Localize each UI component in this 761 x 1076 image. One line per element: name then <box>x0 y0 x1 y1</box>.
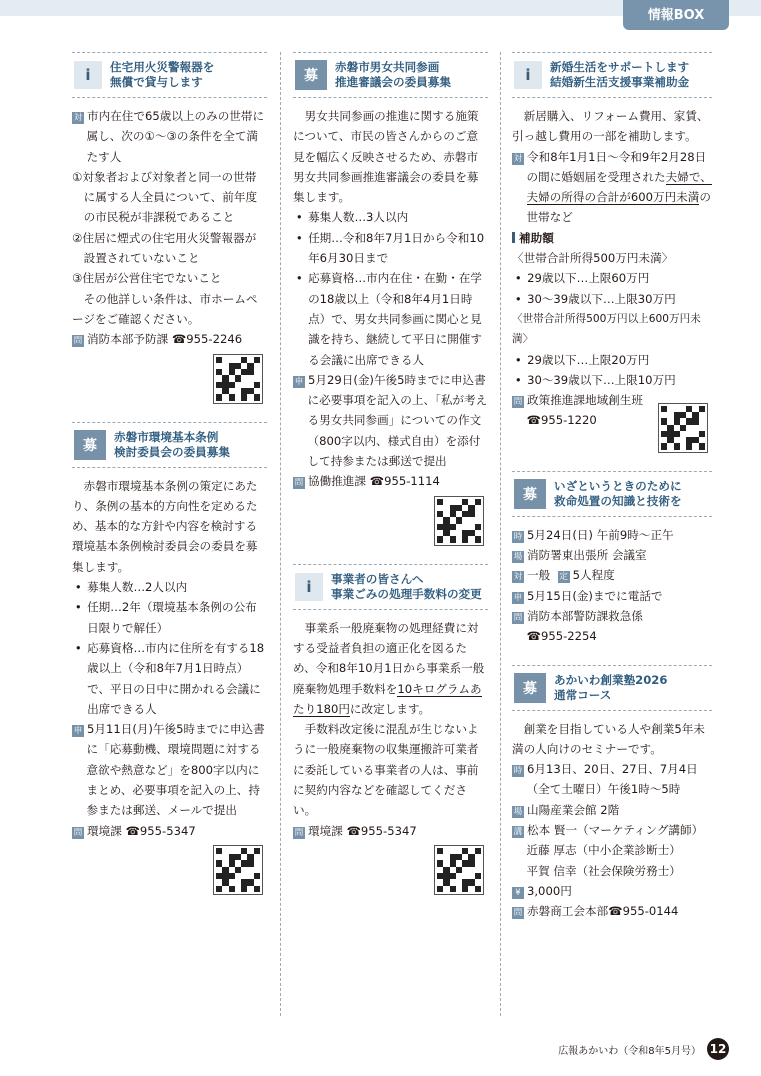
bullet-item: • 任期…令和8年7月1日から令和10年6月30日まで <box>293 228 488 269</box>
contact-line: 問 環境課 ☎955-5347 <box>73 823 196 838</box>
column-1 <box>72 52 267 895</box>
date-tag-icon: 時 <box>513 766 523 777</box>
article-intro: 男女共同参画の推進に関する施策について、市民の皆さんからのご意見を幅広く反映させるため、赤磐市男女共同参画推進審議会の委員を募集します。 <box>293 109 479 205</box>
capacity-tag-icon: 定 <box>559 572 568 583</box>
article-header <box>512 665 712 711</box>
publication-name: 広報あかいわ（令和8年5月号） <box>558 1045 701 1057</box>
bullet-item: • 募集人数…2人以内 <box>72 577 267 597</box>
article-intro: 赤磐市環境基本条例の策定にあたり、条例の基本的方向性を定めるため、基本的な方針や内容を検討する環境基本条例検討委員会の委員を募集します。 <box>72 478 258 574</box>
qr-code-icon <box>213 845 263 895</box>
lecturer-line: 講 松本 賢一（マーケティング講師） 近藤 厚志（中小企業診断士） 平賀 信幸（社会保険労務士） <box>513 823 704 878</box>
article-title: 事業者の皆さんへ 事業ごみの処理手数料の変更 <box>331 571 482 601</box>
bullet-item: • 29歳以下…上限60万円 <box>512 268 712 288</box>
section-tab: 情報BOX <box>623 0 729 30</box>
page-footer <box>558 1038 729 1060</box>
contact-line: 問 赤磐商工会本部☎955-0144 <box>513 904 679 919</box>
target-tag-icon: 対 <box>73 113 83 123</box>
phone-number: ☎955-2246 <box>171 332 243 347</box>
bullet-item: • 任期…2年（環境基本条例の公布日限りで解任） <box>72 597 267 638</box>
place-line: 場 山陽産業会館 2階 <box>513 802 620 817</box>
place-tag-icon: 場 <box>513 806 523 817</box>
subsidy-heading: 補助額 <box>512 228 712 248</box>
article-title: 赤磐市環境基本条例 検討委員会の委員募集 <box>114 429 230 459</box>
lecturer-tag-icon: 講 <box>513 827 523 838</box>
recruit-icon: 募 <box>514 673 546 703</box>
recruit-icon: 募 <box>295 60 327 90</box>
article-title: 赤磐市男女共同参画 推進審議会の委員募集 <box>335 60 451 89</box>
article-intro: 創業を目指している人や創業5年未満の人向けのセミナーです。 <box>512 721 705 756</box>
contact-line: 問 協働推進課 ☎955-1114 <box>294 474 440 489</box>
fee-tag-icon: ¥ <box>512 887 524 899</box>
bullet-item: • 応募資格…市内在住・在勤・在学の18歳以上（令和8年4月1日時点）で、男女共同参画に関心と見識を持ち、継続して平日に開催する会議に出席できる人 <box>293 268 488 369</box>
qr-code-icon <box>434 496 484 546</box>
article-intro: 事業系一般廃棄物の処理経費に対する受益者負担の適正化を図るため、令和8年10月1日から事業系一般廃棄物処理手数料を10キログラムあたり180円に改定します。 <box>293 620 485 716</box>
inquiry-tag-icon: 問 <box>73 336 83 347</box>
date-line: 時 6月13日、20日、27日、7月4日 （全て土曜日）午後1時～5時 <box>513 762 698 797</box>
column-2 <box>293 52 488 895</box>
article-header <box>72 422 267 468</box>
recruit-icon: 募 <box>74 430 106 460</box>
column-divider <box>280 52 281 1016</box>
qr-code-icon <box>434 845 484 895</box>
contact-line: 問 政策推進課地域創生班 ☎955-1220 <box>513 393 643 428</box>
inquiry-tag-icon: 問 <box>294 478 304 489</box>
target-line: 対 市内在住で65歳以上のみの世帯に属し、次の①～③の条件を全て満たす人 <box>73 109 265 164</box>
income-group: 〈世帯合計所得500万円以上600万円未満〉 <box>512 312 701 346</box>
bullet-item: • 応募資格…市内に住所を有する18歳以上（令和8年7月1日時点）で、平日の日中に開かれる会議に出席できる人 <box>72 638 267 719</box>
place-tag-icon: 場 <box>513 552 523 563</box>
contact-line: 問 環境課 ☎955-5347 <box>294 823 417 838</box>
income-group: 〈世帯合計所得500万円未満〉 <box>512 251 674 266</box>
fee-line: ¥ 3,000円 <box>512 881 712 901</box>
apply-tag-icon: 申 <box>513 592 523 603</box>
target-line: 対 一般 定 5人程度 <box>513 568 615 583</box>
qr-code-icon <box>658 403 708 453</box>
apply-line: 申 5月11日(月)午後5時までに申込書に「応募動機、環境問題に対する意欲や熱意など」を800字以内にまとめ、必要事項を記入の上、持参または郵送、メールで提出 <box>73 722 265 818</box>
phone-number: ☎955-5347 <box>125 823 196 838</box>
article-header <box>72 52 267 98</box>
article-header <box>512 52 712 98</box>
phone-number: ☎955-1114 <box>369 474 440 489</box>
bullet-item: • 30～39歳以下…上限10万円 <box>512 370 712 390</box>
target-tag-icon: 対 <box>513 153 523 164</box>
info-icon: i <box>295 573 323 601</box>
article-note: 手数料改定後に混乱が生じないように一般廃棄物の収集運搬許可業者に委託している事業者の人は、事前に契約内容などを確認してください。 <box>293 722 479 818</box>
article-title: 新婚生活をサポートします 結婚新生活支援事業補助金 <box>550 60 690 89</box>
inquiry-tag-icon: 問 <box>294 827 304 838</box>
bullet-item: • 募集人数…3人以内 <box>293 207 488 227</box>
target-line: 対 令和8年1月1日～令和9年2月28日の間に婚姻届を受理された夫婦で、夫婦の所得の合計が600万円未満の世帯など <box>513 149 712 225</box>
column-divider <box>500 52 501 1016</box>
bullet-item: • 29歳以下…上限20万円 <box>512 350 712 370</box>
contact-line: 問 消防本部予防課 ☎955-2246 <box>73 332 243 347</box>
article-title: あかいわ創業塾2026 通常コース <box>554 672 668 702</box>
inquiry-tag-icon: 問 <box>513 397 523 408</box>
contact-line: 問 消防本部警防課救急係 ☎955-2254 <box>513 608 643 644</box>
apply-line: 申 5月15日(金)までに電話で <box>513 588 663 603</box>
apply-line: 申 5月29日(金)午後5時までに申込書に必要事項を記入の上、「私が考える男女共同参画」についての作文（800字以内、様式自由）を添付して持参または郵送で提出 <box>294 372 488 469</box>
info-icon: i <box>514 61 542 89</box>
condition-item: ①対象者および対象者と同一の世帯に属する人全員について、前年度の市民税が非課税であること <box>72 169 258 225</box>
date-line: 時 5月24日(日) 午前9時～正午 <box>513 527 674 542</box>
inquiry-tag-icon: 問 <box>513 612 523 623</box>
apply-tag-icon: 申 <box>294 376 304 387</box>
place-line: 場 消防署東出張所 会議室 <box>513 548 647 563</box>
recruit-icon: 募 <box>514 479 546 509</box>
column-3 <box>512 52 712 922</box>
article-note: その他詳しい条件は、市ホームページをご確認ください。 <box>72 291 258 326</box>
inquiry-tag-icon: 問 <box>513 908 523 919</box>
page-number: 12 <box>707 1038 729 1060</box>
target-tag-icon: 対 <box>513 572 523 583</box>
apply-tag-icon: 申 <box>73 726 83 737</box>
qr-code-icon <box>213 354 263 404</box>
phone-number: ☎955-5347 <box>346 823 417 838</box>
article-intro: 新居購入、リフォーム費用、家賃、引っ越し費用の一部を補助します。 <box>512 109 709 144</box>
article-header <box>512 471 712 517</box>
phone-number: ☎955-0144 <box>608 904 679 919</box>
condition-item: ②住居に煙式の住宅用火災警報器が設置されていないこと <box>72 230 257 266</box>
article-title: 住宅用火災警報器を 無償で貸与します <box>110 60 215 89</box>
phone-number: ☎955-2254 <box>526 629 597 644</box>
article-header <box>293 52 488 98</box>
inquiry-tag-icon: 問 <box>73 827 83 838</box>
condition-item: ③住居が公営住宅でないこと <box>72 271 222 286</box>
info-icon: i <box>74 61 102 89</box>
bullet-item: • 30～39歳以下…上限30万円 <box>512 289 712 309</box>
date-tag-icon: 時 <box>513 531 523 542</box>
article-header <box>293 564 488 610</box>
article-title: いざというときのために 救命処置の知識と技術を <box>554 478 682 508</box>
phone-number: ☎955-1220 <box>526 413 597 428</box>
